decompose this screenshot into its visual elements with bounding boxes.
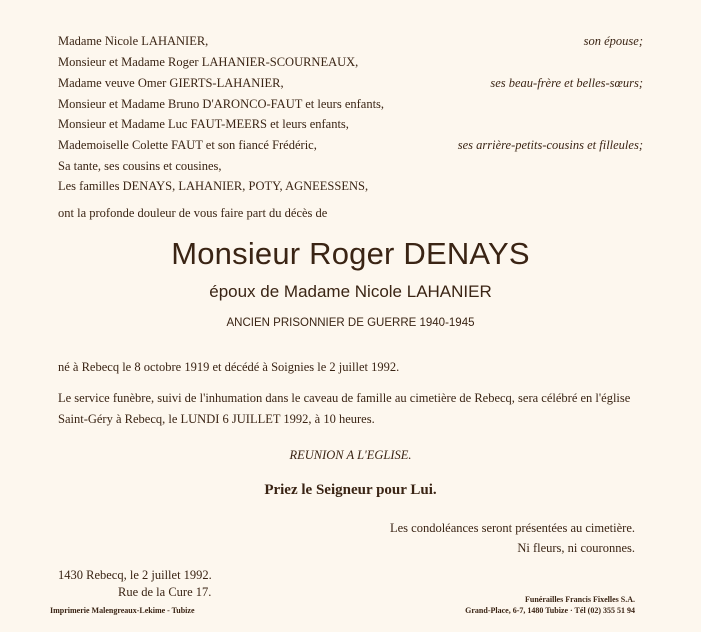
funeral-home-address: Grand-Place, 6-7, 1480 Tubize · Tél (02) 355 51 94 (465, 606, 635, 615)
deceased-name: Monsieur Roger DENAYS (171, 236, 530, 271)
family-relation-3: ses beau-frère et belles-sœurs; (490, 76, 643, 90)
place-date: 1430 Rebecq, le 2 juillet 1992. (58, 568, 212, 582)
family-member-4: Monsieur et Madame Bruno D'ARONCO-FAUT et leurs enfants, (58, 97, 385, 111)
printer-credit: Imprimerie Malengreaux-Lekime - Tubize (50, 606, 195, 615)
family-member-1: Madame Nicole LAHANIER, (58, 34, 209, 48)
title-line: ANCIEN PRISONNIER DE GUERRE 1940-1945 (226, 317, 475, 329)
family-member-6: Mademoiselle Colette FAUT et son fiancé Frédéric, (58, 138, 317, 152)
birth-death-line: né à Rebecq le 8 octobre 1919 et décédé à Soignies le 2 juillet 1992. (58, 360, 400, 374)
prayer-line: Priez le Seigneur pour Lui. (264, 482, 437, 498)
funeral-home-name: Funérailles Francis Fixelles S.A. (525, 595, 635, 604)
service-line-2: Saint-Géry à Rebecq, le LUNDI 6 JUILLET 1992, à 10 heures. (58, 412, 375, 426)
service-line-1: Le service funèbre, suivi de l'inhumation dans le caveau de famille au cimetière de Rebecq, sera célébré en l'église (58, 391, 631, 405)
reunion-note: REUNION A L'EGLISE. (289, 448, 412, 462)
announcement-text: ont la profonde douleur de vous faire part du décès de (58, 206, 328, 220)
condolences-line: Les condoléances seront présentées au cimetière. (389, 521, 635, 535)
family-member-2: Monsieur et Madame Roger LAHANIER-SCOURNEAUX, (58, 55, 359, 69)
family-member-7: Sa tante, ses cousins et cousines, (58, 159, 222, 173)
no-flowers-line: Ni fleurs, ni couronnes. (517, 541, 635, 555)
family-relation-1: son épouse; (583, 34, 643, 48)
address-line: Rue de la Cure 17. (118, 585, 212, 599)
spouse-line: époux de Madame Nicole LAHANIER (209, 282, 492, 301)
family-member-8: Les familles DENAYS, LAHANIER, POTY, AGNEESSENS, (58, 179, 369, 193)
family-member-3: Madame veuve Omer GIERTS-LAHANIER, (58, 76, 284, 90)
family-relation-6: ses arrière-petits-cousins et filleules; (457, 138, 643, 152)
family-member-5: Monsieur et Madame Luc FAUT-MEERS et leurs enfants, (58, 117, 349, 131)
